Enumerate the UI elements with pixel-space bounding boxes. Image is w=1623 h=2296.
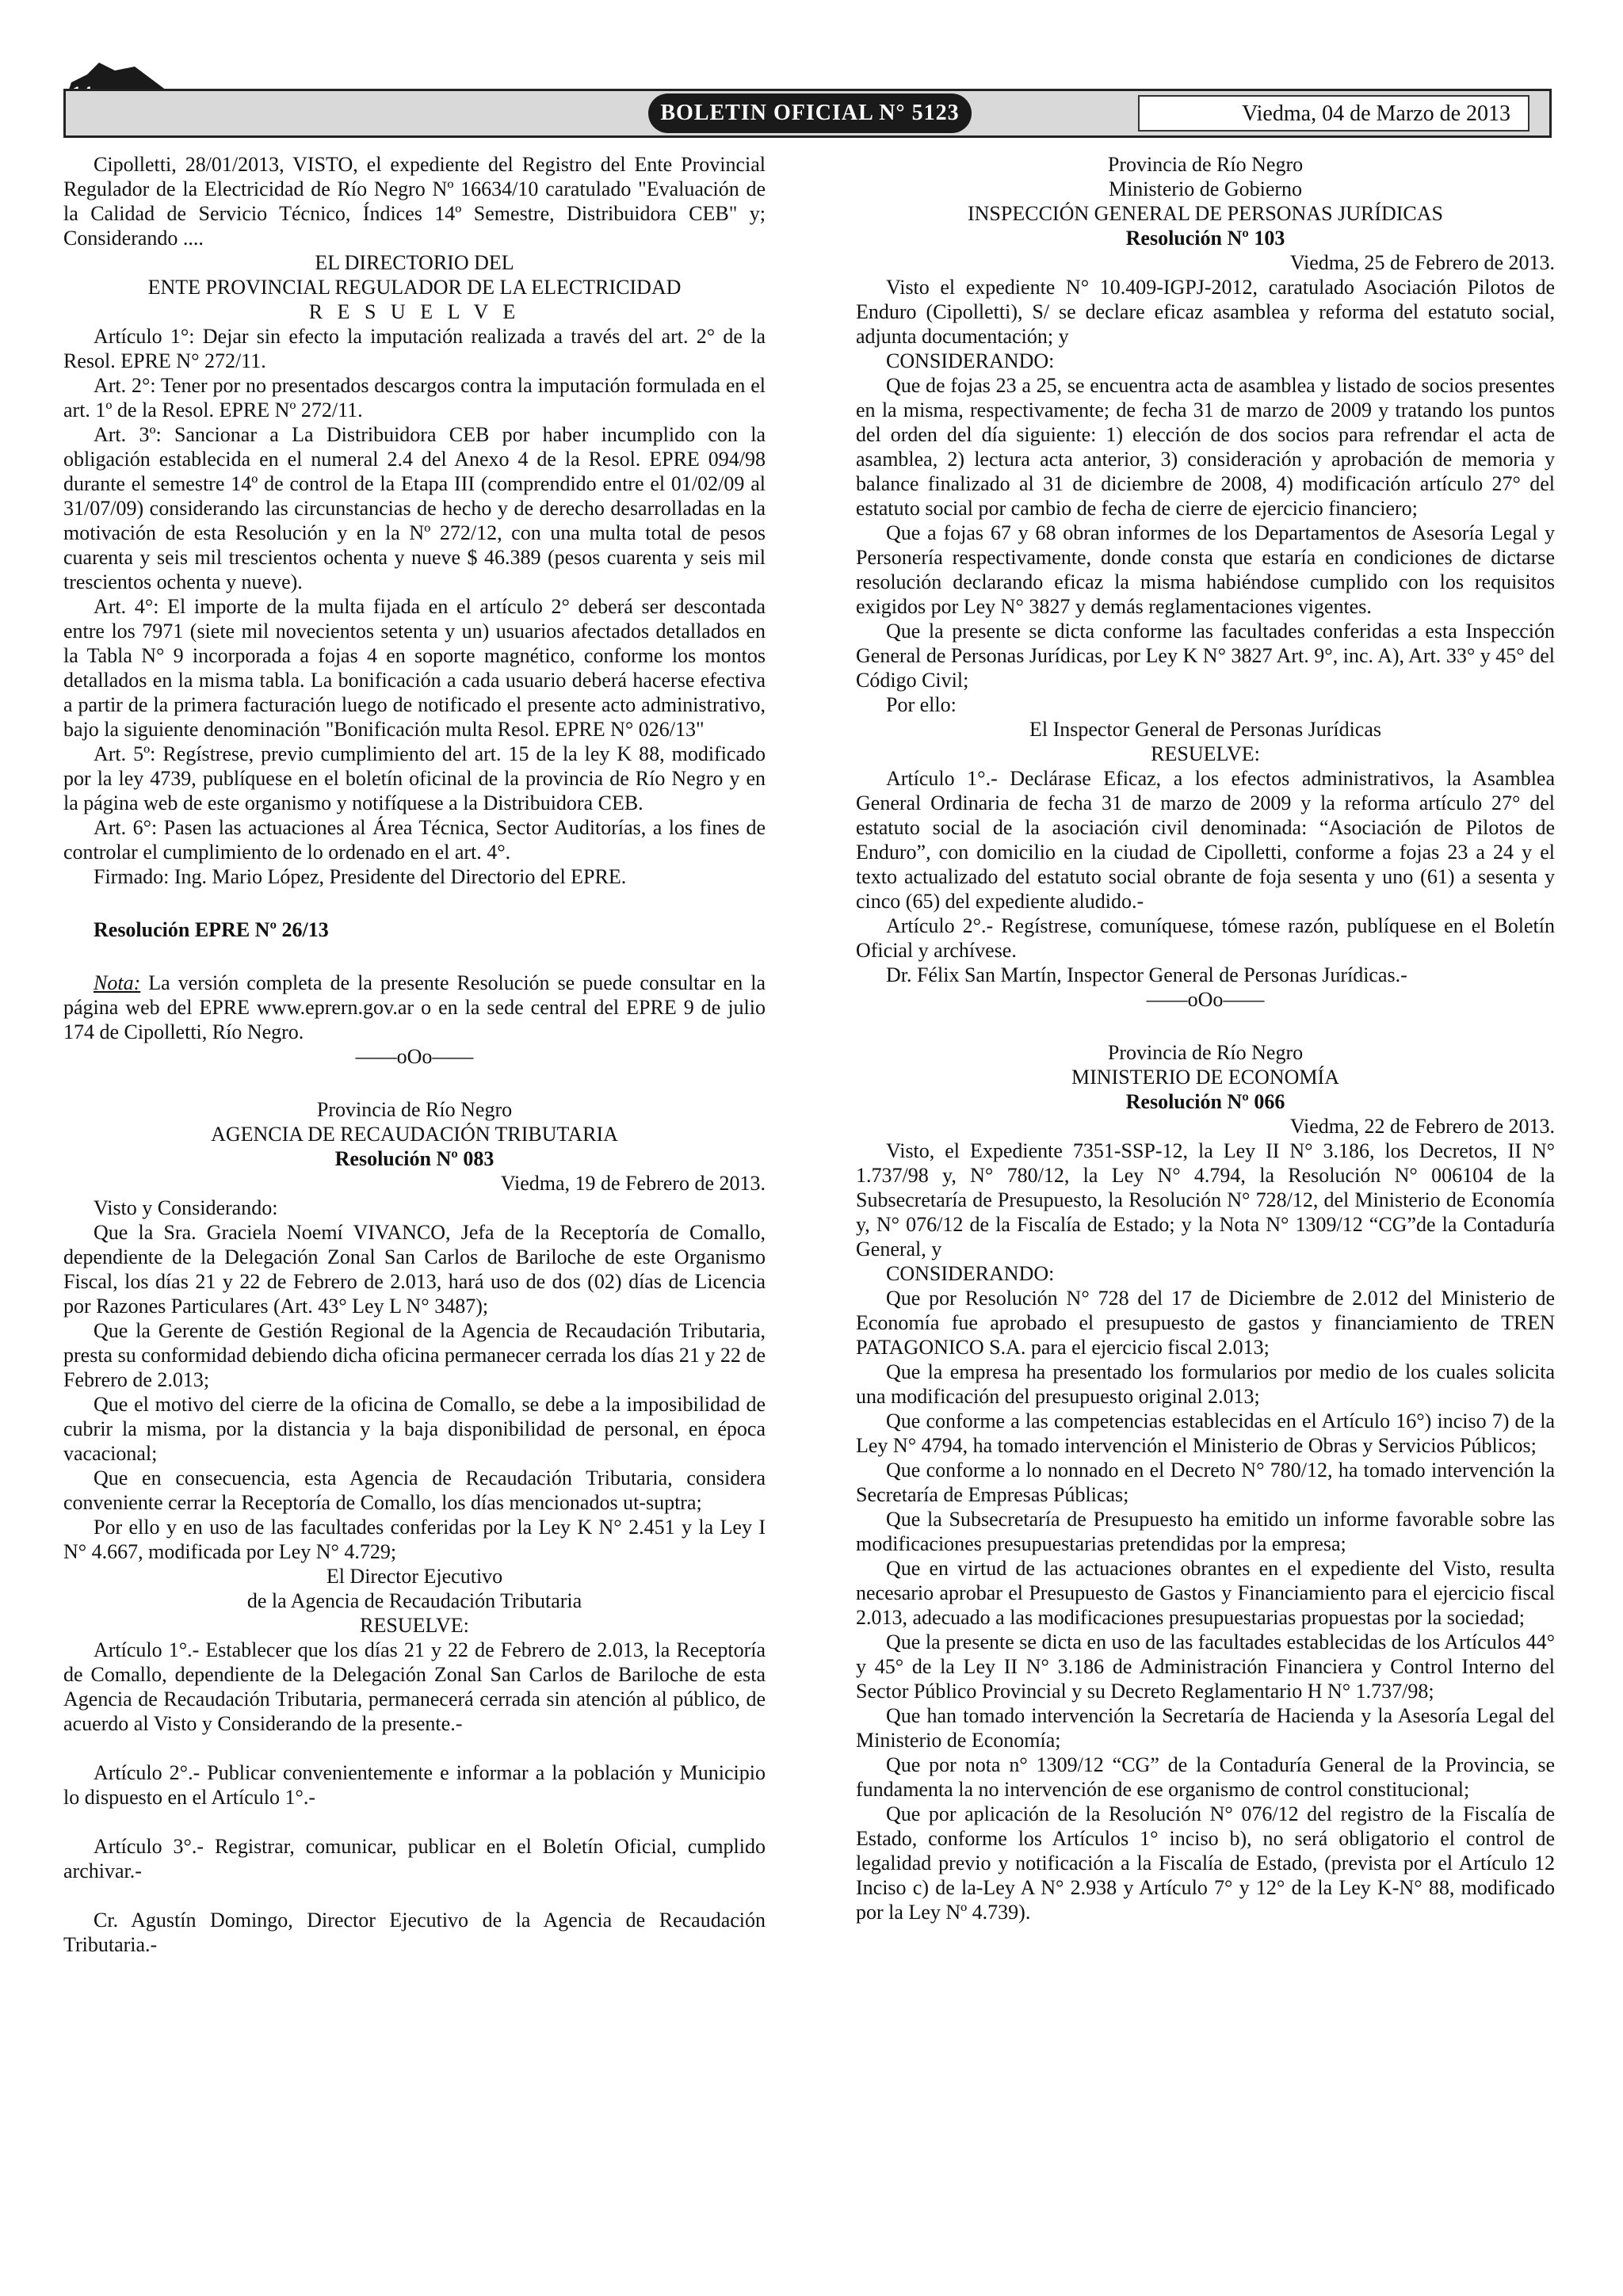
inspeccion-heading: INSPECCIÓN GENERAL DE PERSONAS JURÍDICAS — [968, 202, 1443, 225]
considerando-103-2: Que a fojas 67 y 68 obran informes de los Departamentos de Asesoría Legal y Personería respectivamente, donde consta que estaría en condiciones de dictarse resolución declarando eficaz la misma habiéndose cumplido con los requisitos exigidos por Ley N° 3827 y demás reglamentaciones vigentes. — [856, 521, 1555, 618]
considerando-066-3: Que conforme a las competencias establecidas en el Artículo 16°) inciso 7) de la Ley N° 4794, ha tomado intervención el Ministerio de Obras y Servicios Públicos; — [856, 1409, 1555, 1457]
considerando-066-6: Que en virtud de las actuaciones obrantes en el expediente del Visto, resulta necesario aprobar el Presupuesto de Gastos y Financiamiento para el ejercicio fiscal 2.013, adecuado a las modificaciones presupuestarias propuestas por la sociedad; — [856, 1557, 1555, 1629]
por-ello: Por ello: — [886, 693, 957, 716]
left-column — [63, 152, 766, 1957]
epre-articulo-1: Artículo 1°: Dejar sin efecto la imputación realizada a través del art. 2° de la Resol. EPRE N° 272/11. — [63, 325, 766, 372]
considerando-066-1: Que por Resolución N° 728 del 17 de Diciembre de 2.012 del Ministerio de Economía fue aprobado el presupuesto de gastos y financiamiento de TREN PATAGONICO S.A. para el ejercicio fiscal 2.013; — [856, 1287, 1555, 1359]
provincia-heading-2: Provincia de Río Negro — [1107, 1041, 1304, 1064]
firma-083: Cr. Agustín Domingo, Director Ejecutivo de la Agencia de Recaudación Tributaria.- — [63, 1909, 766, 1956]
ministerio-heading: Ministerio de Gobierno — [1108, 177, 1303, 200]
epre-articulo-4: Art. 4°: El importe de la multa fijada en el artículo 2° deberá ser descontada entre los 7971 (siete mil novecientos setenta y un) usuarios afectados detallados en la Tabla N° 9 incorporada a fojas 4 en soporte magnético, conforme los montos detallados en la misma tabla. La bonificación a cada usuario deberá hacerse efectiva a partir de la primera facturación luego de notificado el presente acto administrativo, bajo la siguiente denominación "Bonificación multa Resol. EPRE N° 026/13" — [63, 595, 766, 741]
resolucion-083-date: Viedma, 19 de Febrero de 2013. — [500, 1172, 766, 1195]
resolucion-066-title: Resolución Nº 066 — [1125, 1090, 1285, 1113]
considerando-heading: CONSIDERANDO: — [886, 349, 1055, 372]
directorio-heading-1: EL DIRECTORIO DEL — [315, 251, 514, 274]
provincia-heading: Provincia de Río Negro — [1107, 153, 1304, 176]
considerando-066-5: Que la Subsecretaría de Presupuesto ha emitido un informe favorable sobre las modificaciones presupuestarias pretendidas por la empresa; — [856, 1508, 1555, 1555]
art-083-2: Artículo 2°.- Publicar convenientemente e informar a la población y Municipio lo dispuesto en el Artículo 1°.- — [63, 1761, 766, 1809]
considerando-066-4: Que conforme a lo nonnado en el Decreto N° 780/12, ha tomado intervención la Secretaría de Empresas Públicas; — [856, 1459, 1555, 1506]
considerando-066-9: Que por nota n° 1309/12 “CG” de la Contaduría General de la Provincia, se fundamenta la no intervención de ese organismo de control constitucional; — [856, 1753, 1555, 1801]
separator: ——oOo—— — [1146, 988, 1265, 1011]
resolucion-083-title: Resolución Nº 083 — [334, 1147, 495, 1170]
inspector-heading: El Inspector General de Personas Jurídicas — [1029, 718, 1382, 741]
art-083-1: Artículo 1°.- Establecer que los días 21 y 22 de Febrero de 2.013, la Receptoría de Comallo, dependiente de la Delegación Zonal San Carlos de Bariloche de esta Agencia de Recaudación Tributaria, permanecerá cerrada sin atención al público, de acuerdo al Visto y Considerando de la presente.- — [63, 1638, 766, 1735]
considerando-3: Que el motivo del cierre de la oficina de Comallo, se debe a la imposibilidad de cubrir la misma, por la distancia y la baja disponibilidad de personal, en época vacacional; — [63, 1393, 766, 1465]
agencia-heading: AGENCIA DE RECAUDACIÓN TRIBUTARIA — [211, 1123, 618, 1146]
resolucion-103-date: Viedma, 25 de Febrero de 2013. — [1289, 251, 1555, 274]
considerando-066-2: Que la empresa ha presentado los formularios por medio de los cuales solicita una modificación del presupuesto original 2.013; — [856, 1360, 1555, 1408]
considerando-066-10: Que por aplicación de la Resolución N° 076/12 del registro de la Fiscalía de Estado, conforme los Artículos 1° inciso b), no será obligatorio el control de legalidad previo y notificación a la Fiscalía de Estado, (prevista por el Artículo 12 Inciso c) de la-Ley A N° 2.938 y Artículo 7° y 12° de la Ley K-N° 88, modificado por la Ley Nº 4.739). — [856, 1802, 1555, 1924]
resolucion-103-title: Resolución Nº 103 — [1125, 227, 1285, 250]
visto-considerando: Visto y Considerando: — [94, 1196, 278, 1219]
considerando-heading-2: CONSIDERANDO: — [886, 1262, 1055, 1285]
considerando-066-7: Que la presente se dicta en uso de las facultades establecidas de los Artículos 44° y 45° de la Ley II N° 3.186 de Administración Financiera y Control Interno del Sector Público Provincial y su Decreto Reglamentario H N° 1.737/98; — [856, 1630, 1555, 1703]
considerando-103-1: Que de fojas 23 a 25, se encuentra acta de asamblea y listado de socios presentes en la misma, respectivamente; de fecha 31 de marzo de 2009 y tratando los puntos del orden del día siguiente: 1) elección de dos socios para refrendar el acta de asamblea, 2) lectura acta anterior, 3) consideración y aprobación de memoria y balance finalizado al 31 de diciembre de 2008, 4) modificación artículo 27° del estatuto social por cambio de fecha de cierre de ejercicio financiero; — [856, 374, 1555, 520]
epre-articulo-6: Art. 6°: Pasen las actuaciones al Área Técnica, Sector Auditorías, a los fines de controlar el cumplimiento de lo ordenado en el art. 4°. — [63, 816, 766, 864]
considerando-5: Por ello y en uso de las facultades conferidas por la Ley K N° 2.451 y la Ley I N° 4.667, modificada por Ley N° 4.729; — [63, 1516, 766, 1563]
epre-firma: Firmado: Ing. Mario López, Presidente del Directorio del EPRE. — [94, 865, 627, 888]
epre-visto: Cipolletti, 28/01/2013, VISTO, el expediente del Registro del Ente Provincial Regulador de la Electricidad de Río Negro Nº 16634/10 caratulado "Evaluación de la Calidad de Servicio Técnico, Índices 14º Semestre, Distribuidora CEB" y; Considerando .... — [63, 153, 766, 250]
resolucion-epre-title: Resolución EPRE Nº 26/13 — [94, 918, 329, 941]
epre-articulo-2: Art. 2°: Tener por no presentados descargos contra la imputación formulada en el art. 1º de la Resol. EPRE Nº 272/11. — [63, 374, 766, 421]
epre-articulo-5: Art. 5º: Regístrese, previo cumplimiento del art. 15 de la ley K 88, modificado por la ley 4739, publíquese en el boletín oficinal de la provincia de Río Negro y en la página web de este organismo y notifíquese a la Distribuidora CEB. — [63, 742, 766, 814]
firma-103: Dr. Félix San Martín, Inspector General de Personas Jurídicas.- — [886, 963, 1407, 986]
art-103-1: Artículo 1°.- Declárase Eficaz, a los efectos administrativos, la Asamblea General Ordinaria de fecha 31 de marzo de 2009 y la reforma artículo 27° del estatuto social de la asociación civil denominada: “Asociación de Pilotos de Enduro”, con domicilio en la ciudad de Cipolletti, conforme a fojas 23 a 24 y el texto actualizado del estatuto social obrante de foja sesenta y uno (61) a sesenta y cinco (65) del expediente aludido.- — [856, 767, 1555, 913]
directorio-heading-2: ENTE PROVINCIAL REGULADOR DE LA ELECTRICIDAD — [147, 276, 682, 299]
director-heading-2: de la Agencia de Recaudación Tributaria — [246, 1589, 582, 1612]
director-heading-1: El Director Ejecutivo — [326, 1565, 503, 1588]
ministerio-economia-heading: MINISTERIO DE ECONOMÍA — [1071, 1066, 1339, 1089]
publication-date: Viedma, 04 de Marzo de 2013 — [1138, 95, 1529, 132]
visto-066: Visto, el Expediente 7351-SSP-12, la Ley II N° 3.186, los Decretos, II N° 1.737/98 y, N° 780/12, la Ley N° 4.794, la Resolución N° 006104 de la Subsecretaría de Presupuesto, la Resolución N° 728/12, del Ministerio de Economía y, N° 076/12 de la Fiscalía de Estado; y la Nota N° 1309/12 “CG”de la Contaduría General, y — [856, 1139, 1555, 1261]
provincia-heading: Provincia de Río Negro — [316, 1098, 513, 1121]
publication-title: BOLETIN OFICIAL N° 5123 — [648, 93, 972, 133]
art-103-2: Artículo 2°.- Regístrese, comuníquese, tómese razón, publíquese en el Boletín Oficial y archívese. — [856, 914, 1555, 962]
resuelve-heading: R E S U E L V E — [308, 300, 521, 323]
considerando-1: Que la Sra. Graciela Noemí VIVANCO, Jefa de la Receptoría de Comallo, dependiente de la Delegación Zonal San Carlos de Bariloche de este Organismo Fiscal, los días 21 y 22 de Febrero de 2.013, hará uso de dos (02) días de Licencia por Razones Particulares (Art. 43° Ley L N° 3487); — [63, 1221, 766, 1318]
nota-paragraph — [63, 971, 766, 1044]
visto-103: Visto el expediente N° 10.409-IGPJ-2012, caratulado Asociación Pilotos de Enduro (Cipolletti), S/ se declare eficaz asamblea y reforma del estatuto social, adjunta documentación; y — [856, 276, 1555, 348]
resuelve-heading-2: RESUELVE: — [360, 1614, 469, 1637]
nota-text: La versión completa de la presente Resolución se puede consultar en la página web del EPRE www.eprern.gov.ar o en la sede central del EPRE 9 de julio 174 de Cipolletti, Río Negro. — [63, 971, 766, 1043]
considerando-066-8: Que han tomado intervención la Secretaría de Hacienda y la Asesoría Legal del Ministerio de Economía; — [856, 1704, 1555, 1752]
considerando-103-3: Que la presente se dicta conforme las facultades conferidas a esta Inspección General de Personas Jurídicas, por Ley K N° 3827 Art. 9°, inc. A), Art. 33° y 45° del Código Civil; — [856, 620, 1555, 692]
resuelve-heading: RESUELVE: — [1151, 742, 1260, 765]
art-083-3: Artículo 3°.- Registrar, comunicar, publicar en el Boletín Oficial, cumplido archivar.- — [63, 1835, 766, 1882]
considerando-4: Que en consecuencia, esta Agencia de Recaudación Tributaria, considera conveniente cerrar la Receptoría de Comallo, los días mencionados ut-suptra; — [63, 1466, 766, 1514]
separator: ——oOo—— — [355, 1045, 474, 1068]
nota-label: Nota: — [94, 971, 141, 994]
epre-articulo-3: Art. 3º: Sancionar a La Distribuidora CEB por haber incumplido con la obligación establecida en el numeral 2.4 del Anexo 4 de la Resol. EPRE 094/98 durante el semestre 14º de control de la Etapa III (comprendido entre el 01/02/09 al 31/07/09) considerando las circunstancias de hecho y de derecho desarrolladas en la motivación de esta Resolución y en la Nº 272/12, con una multa total de pesos cuarenta y seis mil trescientos ochenta y nueve $ 46.389 (pesos cuarenta y seis mil trescientos ochenta y nueve). — [63, 423, 766, 593]
resolucion-066-date: Viedma, 22 de Febrero de 2013. — [1289, 1115, 1555, 1138]
considerando-2: Que la Gerente de Gestión Regional de la Agencia de Recaudación Tributaria, presta su conformidad debiendo dicha oficina permanecer cerrada los días 21 y 22 de Febrero de 2.013; — [63, 1319, 766, 1391]
right-column — [856, 152, 1555, 1924]
